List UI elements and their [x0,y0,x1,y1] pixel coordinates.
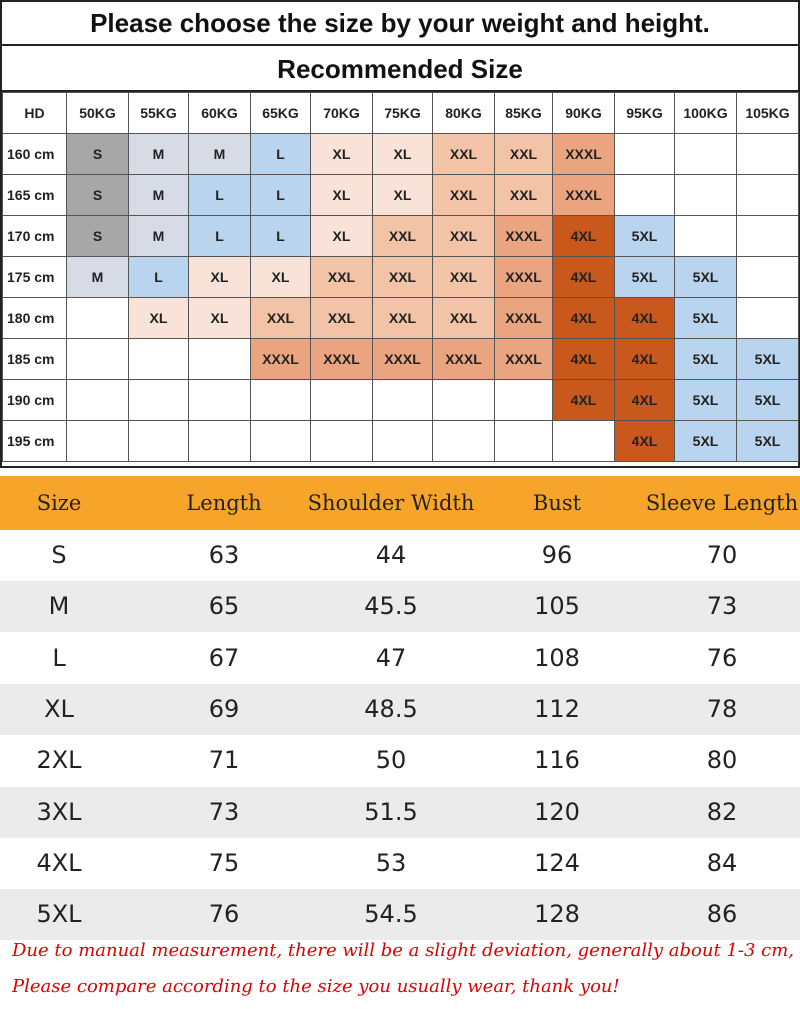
size-cell: S [67,216,129,257]
measure-sleeve: 73 [706,592,738,621]
size-cell: XXL [433,298,495,339]
size-cell: XXL [373,257,433,298]
size-cell: L [189,175,251,216]
header-bust: Bust [532,491,582,515]
height-label: 175 cm [3,257,67,298]
measure-bust: 120 [534,797,580,826]
size-cell: XXXL [495,257,553,298]
note-line-2: Please compare according to the size you usually wear, thank you! [12,976,620,997]
weight-header: 60KG [189,93,251,134]
weight-header: 100KG [675,93,737,134]
size-cell: M [67,257,129,298]
measure-shoulder: 50 [375,746,407,775]
size-cell [67,339,129,380]
size-cell [129,421,189,462]
note-line-1: Due to manual measurement, there will be a slight deviation, generally about 1-3 cm, [12,940,795,961]
size-cell: XL [311,216,373,257]
size-cell [311,421,373,462]
height-label: 180 cm [3,298,67,339]
size-cell: 5XL [675,339,737,380]
size-cell: S [67,134,129,175]
size-cell: XL [311,175,373,216]
weight-header: 65KG [251,93,311,134]
size-cell [373,380,433,421]
grid-row [3,257,799,298]
weight-header: 95KG [615,93,675,134]
size-cell [737,134,799,175]
size-cell [251,421,311,462]
size-cell: XXL [311,257,373,298]
size-cell [495,380,553,421]
size-cell: XL [189,257,251,298]
measure-size: 5XL [36,900,82,929]
measure-size: 3XL [36,797,82,826]
measure-size: XL [44,694,74,723]
measure-shoulder: 53 [375,848,407,877]
measure-bust: 96 [541,541,573,569]
height-label: 185 cm [3,339,67,380]
size-cell [129,380,189,421]
size-cell [495,421,553,462]
size-cell: XXXL [495,216,553,257]
size-cell: M [129,216,189,257]
measure-shoulder: 54.5 [364,900,418,929]
recommendation-chart [0,0,800,468]
size-cell [675,134,737,175]
size-cell: S [67,175,129,216]
header-sleeve: Sleeve Length [645,491,799,515]
size-cell: XL [129,298,189,339]
weight-header: 90KG [553,93,615,134]
size-cell [189,339,251,380]
size-cell [675,216,737,257]
size-cell: XL [373,134,433,175]
measure-shoulder: 51.5 [364,797,418,826]
measure-length: 71 [208,746,240,775]
size-cell [433,421,495,462]
grid-row [3,421,799,462]
measure-sleeve: 84 [706,848,738,877]
size-cell: 5XL [675,298,737,339]
measure-shoulder: 45.5 [364,592,418,621]
measure-bust: 105 [534,592,580,621]
size-cell: 5XL [675,380,737,421]
weight-header: 50KG [67,93,129,134]
size-cell: XXXL [495,298,553,339]
size-cell: XXXL [553,134,615,175]
grid-row [3,175,799,216]
size-cell [675,175,737,216]
size-cell [615,134,675,175]
header-length: Length [186,491,262,515]
size-cell: L [251,134,311,175]
size-cell [737,216,799,257]
size-cell: XXL [311,298,373,339]
size-cell: XXL [495,134,553,175]
measure-shoulder: 47 [375,643,407,672]
size-cell: XXXL [311,339,373,380]
height-label: 165 cm [3,175,67,216]
grid-corner: HD [3,93,67,134]
size-cell: L [129,257,189,298]
measure-sleeve: 70 [706,541,738,569]
size-cell: XXXL [433,339,495,380]
size-cell [615,175,675,216]
size-cell [67,298,129,339]
measure-length: 65 [208,592,240,621]
measure-row [0,684,800,735]
weight-header: 85KG [495,93,553,134]
measure-bust: 128 [534,900,580,929]
height-label: 170 cm [3,216,67,257]
size-cell: 5XL [737,380,799,421]
size-cell: 5XL [737,339,799,380]
size-cell [373,421,433,462]
size-cell: XL [189,298,251,339]
measure-sleeve: 82 [706,797,738,826]
measure-row [0,581,800,632]
measure-sleeve: 78 [706,694,738,723]
size-cell: XXL [433,175,495,216]
size-cell: XXXL [373,339,433,380]
size-cell: XXL [433,134,495,175]
size-cell: XL [311,134,373,175]
size-cell [129,339,189,380]
measure-shoulder: 44 [375,541,407,569]
measure-size: S [51,541,67,569]
size-cell: XXXL [251,339,311,380]
header-shoulder: Shoulder Width [307,491,475,515]
grid-row [3,298,799,339]
measure-size: 2XL [36,746,82,775]
measure-row [0,530,800,581]
size-cell: 4XL [553,339,615,380]
size-cell [737,298,799,339]
weight-header: 70KG [311,93,373,134]
measure-bust: 124 [534,848,580,877]
measure-row [0,889,800,940]
size-cell [189,421,251,462]
grid-row [3,380,799,421]
size-cell: 5XL [615,257,675,298]
size-cell: M [129,134,189,175]
size-cell: L [251,175,311,216]
size-cell: XXXL [495,339,553,380]
weight-header: 75KG [373,93,433,134]
size-cell: 4XL [553,257,615,298]
measure-bust: 112 [534,694,580,723]
size-cell: 4XL [615,339,675,380]
measure-sleeve: 86 [706,900,738,929]
height-label: 190 cm [3,380,67,421]
size-cell: XL [251,257,311,298]
measure-length: 75 [208,848,240,877]
size-cell [251,380,311,421]
measure-size: M [48,592,70,621]
size-cell [433,380,495,421]
size-cell: M [189,134,251,175]
measure-bust: 108 [534,643,580,672]
measure-row [0,838,800,889]
size-cell: L [251,216,311,257]
size-grid [2,92,799,462]
size-cell: XXL [373,216,433,257]
size-cell [67,380,129,421]
measure-row [0,633,800,684]
size-cell: XXL [433,216,495,257]
size-cell: 4XL [553,298,615,339]
measure-length: 63 [208,541,240,569]
size-cell: 4XL [553,380,615,421]
measure-length: 69 [208,694,240,723]
measure-size: L [52,643,66,672]
size-cell: 5XL [675,257,737,298]
size-cell [189,380,251,421]
size-cell: L [189,216,251,257]
grid-row [3,134,799,175]
size-cell [67,421,129,462]
size-cell: 4XL [615,421,675,462]
size-cell: 5XL [675,421,737,462]
weight-header: 105KG [737,93,799,134]
size-cell: XXL [251,298,311,339]
weight-header: 55KG [129,93,189,134]
grid-row [3,339,799,380]
size-cell: XXL [373,298,433,339]
size-cell: XL [373,175,433,216]
height-label: 160 cm [3,134,67,175]
measure-length: 73 [208,797,240,826]
measure-row [0,735,800,786]
size-cell: 4XL [615,298,675,339]
size-cell: 5XL [737,421,799,462]
size-cell [311,380,373,421]
measure-row [0,787,800,838]
measure-length: 67 [208,643,240,672]
header-size: Size [36,491,82,515]
measure-length: 76 [208,900,240,929]
size-cell: 5XL [615,216,675,257]
page-title: Please choose the size by your weight and height. [2,2,798,46]
chart-subtitle: Recommended Size [2,46,798,92]
measure-sleeve: 80 [706,746,738,775]
size-cell: 4XL [553,216,615,257]
height-label: 195 cm [3,421,67,462]
measure-bust: 116 [534,746,580,775]
grid-row [3,216,799,257]
size-cell: M [129,175,189,216]
size-cell [553,421,615,462]
size-cell: 4XL [615,380,675,421]
measure-header [0,476,800,530]
size-cell [737,175,799,216]
measure-sleeve: 76 [706,643,738,672]
size-cell: XXXL [553,175,615,216]
measure-shoulder: 48.5 [364,694,418,723]
weight-header: 80KG [433,93,495,134]
measure-size: 4XL [36,848,82,877]
size-cell: XXL [433,257,495,298]
size-cell [737,257,799,298]
size-cell: XXL [495,175,553,216]
